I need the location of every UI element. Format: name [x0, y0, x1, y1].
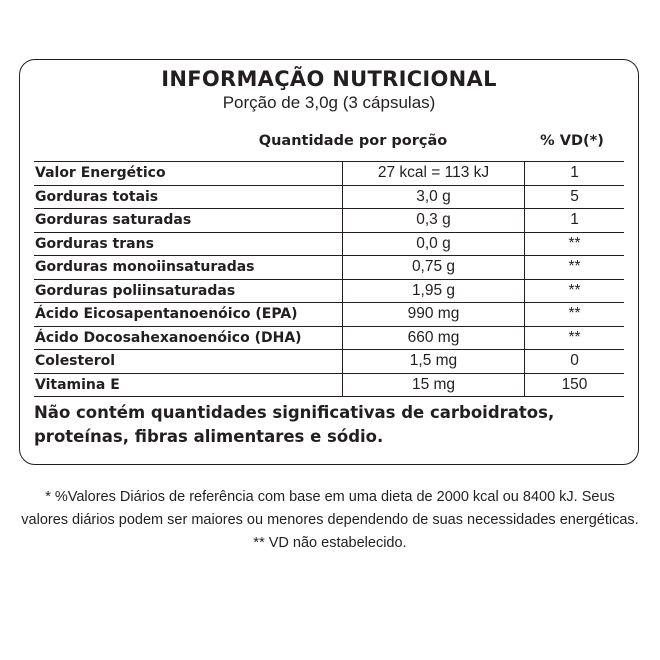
- nutrient-name: Gorduras trans: [35, 235, 154, 252]
- table-row: [34, 350, 624, 374]
- serving-size: Porção de 3,0g (3 cápsulas): [222, 93, 436, 112]
- nutrient-vd: **: [524, 233, 624, 256]
- nutrient-vd: **: [524, 327, 624, 350]
- nutrient-quantity: 15 mg: [342, 374, 524, 397]
- nutrient-vd: 1: [524, 209, 624, 232]
- nutrient-vd: 150: [524, 374, 624, 397]
- footnote: * %Valores Diários de referência com base em uma dieta de 2000 kcal ou 8400 kJ. Seus valores diários podem ser maiores ou menores dependendo de suas necessidades energéticas. ** VD não estabelecido.: [21, 489, 639, 551]
- nutrition-table: [34, 161, 624, 397]
- nutrient-quantity: 660 mg: [342, 327, 524, 350]
- nutrient-vd: 5: [524, 186, 624, 209]
- nutrient-name: Colesterol: [35, 353, 116, 370]
- nutrient-quantity: 3,0 g: [342, 186, 524, 209]
- table-row: [34, 280, 624, 304]
- table-row: [34, 327, 624, 351]
- nutrient-quantity: 0,0 g: [342, 233, 524, 256]
- column-header-vd: % VD(*): [540, 133, 604, 149]
- nutrient-vd: **: [524, 280, 624, 303]
- table-row: [34, 209, 624, 233]
- nutrient-name: Gorduras saturadas: [35, 212, 192, 229]
- nutrient-name: Gorduras poliinsaturadas: [35, 282, 236, 299]
- table-row: [34, 162, 624, 186]
- nutrition-facts-panel: [19, 59, 639, 465]
- column-header-quantity: Quantidade por porção: [258, 133, 448, 149]
- nutrient-vd: **: [524, 256, 624, 279]
- nutrient-name: Ácido Docosahexanoenóico (DHA): [35, 329, 302, 346]
- label-title: INFORMAÇÃO NUTRICIONAL: [161, 67, 497, 91]
- nutrient-vd: 1: [524, 162, 624, 185]
- nutrient-vd: 0: [524, 350, 624, 373]
- nutrient-vd: **: [524, 303, 624, 326]
- nutrient-name: Vitamina E: [35, 376, 120, 393]
- nutrient-quantity: 0,75 g: [342, 256, 524, 279]
- nutrient-quantity: 990 mg: [342, 303, 524, 326]
- nutrient-name: Gorduras monoiinsaturadas: [35, 259, 255, 276]
- nutrient-name: Valor Energético: [35, 165, 166, 182]
- nutrient-quantity: 1,95 g: [342, 280, 524, 303]
- nutrient-name: Gorduras totais: [35, 188, 159, 205]
- nutrient-quantity: 27 kcal = 113 kJ: [342, 162, 524, 185]
- table-row: [34, 186, 624, 210]
- table-row: [34, 303, 624, 327]
- not-significant-note: Não contém quantidades significativas de carboidratos, proteínas, fibras alimentares e sódio.: [34, 403, 555, 446]
- nutrient-quantity: 1,5 mg: [342, 350, 524, 373]
- table-row: [34, 256, 624, 280]
- nutrient-quantity: 0,3 g: [342, 209, 524, 232]
- nutrient-name: Ácido Eicosapentanoenóico (EPA): [35, 306, 298, 323]
- table-row: [34, 233, 624, 257]
- table-row: [34, 374, 624, 398]
